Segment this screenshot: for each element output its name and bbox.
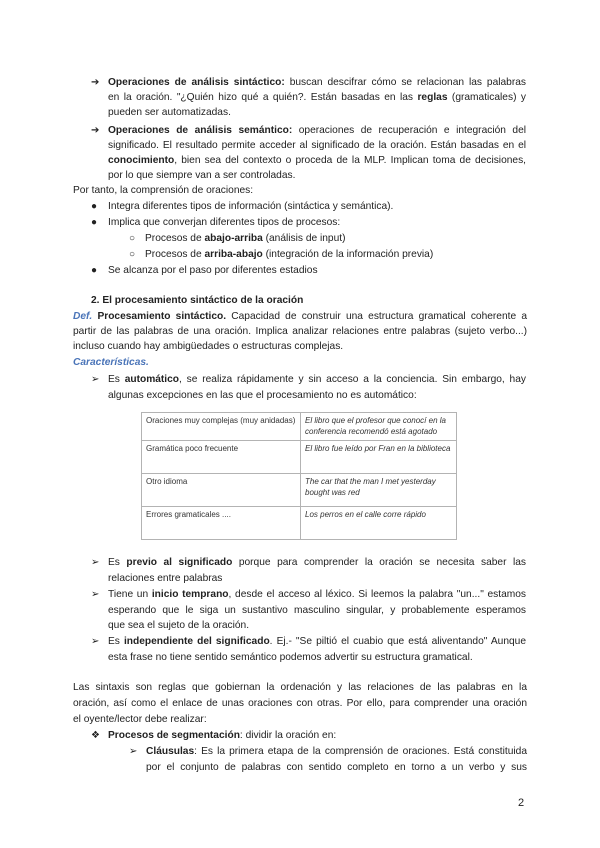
sintactico-line-3: pueden ser automatizadas.	[108, 107, 231, 118]
arrow-bullet-icon: ➔	[91, 77, 100, 88]
semantico-line-1: Operaciones de análisis semántico: operaciones de recuperación e integración del	[108, 125, 526, 136]
section-heading: 2. El procesamiento sintáctico de la oración	[91, 295, 304, 306]
characteristic-3-line-1: Tiene un inicio temprano, desde el acceso al léxico. Si leemos la palabra "un..." estamos	[108, 589, 526, 600]
bullet-dot-icon: ●	[91, 265, 98, 276]
table-cell: The car that the man I met yesterday bought was red	[301, 474, 457, 507]
paragraph-line-3: el oyente/lector debe realizar:	[73, 714, 207, 725]
characteristic-4-line-2: esta frase no tiene sentido semántico podemos advertir su estructura gramatical.	[108, 652, 473, 663]
list-item: Integra diferentes tipos de información (sintáctica y semántica).	[108, 201, 394, 212]
clausulas-line-2: por el conjunto de palabras con sentido completo en torno a un verbo y sus	[146, 762, 527, 773]
arrow-bullet-icon: ➢	[91, 557, 100, 568]
characteristics-label: Características.	[73, 357, 149, 368]
paragraph-line-2: oración, así como el enlace de unas oraciones con otras. Por ello, para comprender una oración	[73, 698, 527, 709]
semantico-line-3: conocimiento, bien sea del contexto o proceda de la MLP. Implican toma de decisiones,	[108, 155, 526, 166]
table-cell: Oraciones muy complejas (muy anidadas)	[142, 413, 301, 441]
table-cell: El libro que el profesor que conocí en la conferencia recomendó está agotado	[301, 413, 457, 441]
definition-line-2: partir de las palabras de una oración. Implica analizar relaciones entre palabras (sujeto verbo...)	[73, 326, 527, 337]
list-item: Procesos de arriba-abajo (integración de la información previa)	[145, 249, 434, 260]
characteristic-1-line-2: algunas excepciones en las que el procesamiento no es automático:	[108, 390, 417, 401]
table-cell: El libro fue leído por Fran en la biblioteca	[301, 441, 457, 474]
bullet-dot-icon: ●	[91, 201, 98, 212]
table-cell: Los perros en el calle corre rápido	[301, 507, 457, 540]
definition-line-3: incluso cuando hay ambigüedades o estructuras complejas.	[73, 341, 344, 352]
arrow-bullet-icon: ➢	[91, 589, 100, 600]
paragraph-line-1: Las sintaxis son reglas que gobiernan la ordenación y las relaciones de las palabras en la	[73, 682, 527, 693]
bullet-circle-icon: ○	[129, 249, 136, 260]
table-cell: Otro idioma	[142, 474, 301, 507]
arrow-bullet-icon: ➢	[129, 746, 138, 757]
table-cell: Errores gramaticales ....	[142, 507, 301, 540]
semantico-line-2: significado. El resultado permite acceder al significado de la oración. Están basadas en el	[108, 140, 526, 151]
clausulas-line-1: Cláusulas: Es la primera etapa de la comprensión de oraciones. Está constituida	[146, 746, 527, 757]
arrow-bullet-icon: ➔	[91, 125, 100, 136]
bullet-dot-icon: ●	[91, 217, 98, 228]
exceptions-table	[141, 412, 457, 540]
sintactico-line-1: Operaciones de análisis sintáctico: buscan descifrar cómo se relacionan las palabras	[108, 77, 526, 88]
bullet-circle-icon: ○	[129, 233, 136, 244]
characteristic-2-line-2: relaciones entre palabras	[108, 573, 223, 584]
table-row	[142, 413, 457, 441]
arrow-bullet-icon: ➢	[91, 636, 100, 647]
table-row	[142, 507, 457, 540]
table-row	[142, 474, 457, 507]
list-item: Procesos de abajo-arriba (análisis de input)	[145, 233, 346, 244]
semantico-line-4: por lo que siempre van a ser controladas.	[108, 170, 296, 181]
definition-line-1: Def. Procesamiento sintáctico. Capacidad de construir una estructura gramatical coherente a	[73, 311, 527, 322]
segmentation-item: Procesos de segmentación: dividir la oración en:	[108, 730, 337, 741]
characteristic-3-line-2: esperando que le siga un sustantivo masculino singular, y probablemente esperamos	[108, 605, 526, 616]
diamond-bullet-icon: ❖	[91, 730, 100, 741]
characteristic-1-line-1: Es automático, se realiza rápidamente y sin acceso a la conciencia. Sin embargo, hay	[108, 374, 526, 385]
list-item: Implica que converjan diferentes tipos de procesos:	[108, 217, 341, 228]
characteristic-4-line-1: Es independiente del significado. Ej.- "Se piltió el cuabio que está aliventando" Aunque	[108, 636, 526, 647]
page-number: 2	[518, 797, 525, 809]
sintactico-line-2: en la oración. "¿Quién hizo qué a quién?. Están basadas en las reglas (gramaticales) y	[108, 92, 526, 103]
table-row	[142, 441, 457, 474]
characteristic-3-line-3: que sea el sujeto de la oración.	[108, 620, 250, 631]
arrow-bullet-icon: ➢	[91, 374, 100, 385]
intro-text: Por tanto, la comprensión de oraciones:	[73, 185, 254, 196]
characteristic-2-line-1: Es previo al significado porque para comprender la oración se necesita saber las	[108, 557, 526, 568]
list-item: Se alcanza por el paso por diferentes estadios	[108, 265, 318, 276]
table-cell: Gramática poco frecuente	[142, 441, 301, 474]
